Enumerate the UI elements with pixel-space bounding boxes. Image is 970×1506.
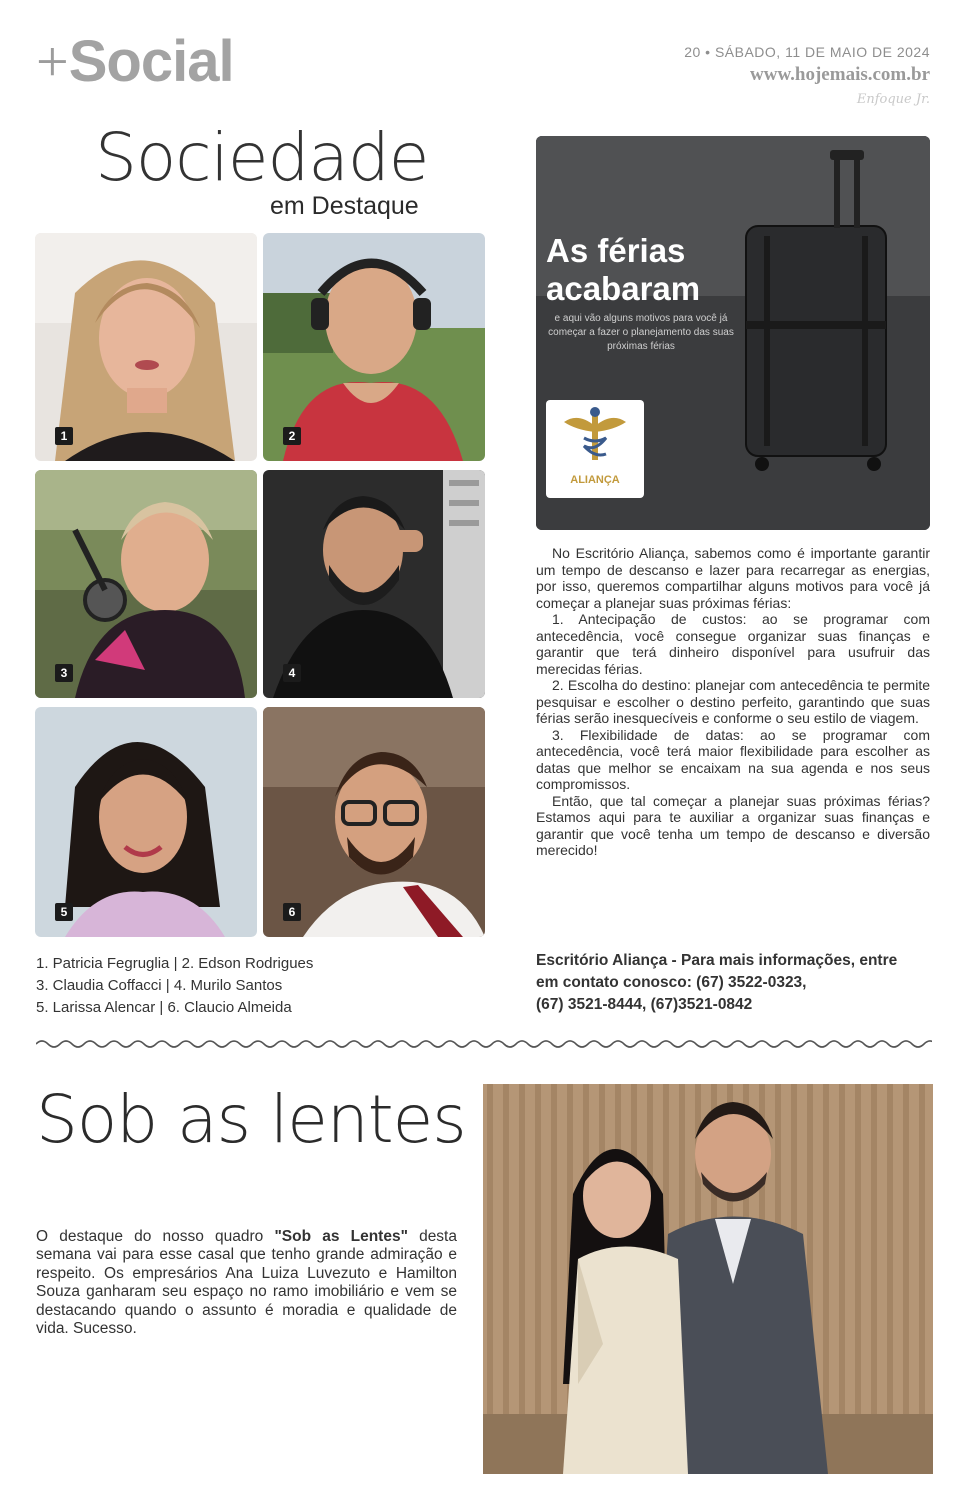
ad-title-line: acabaram — [546, 270, 701, 307]
photo-2[interactable] — [263, 233, 485, 461]
photo-5[interactable] — [35, 707, 257, 937]
photo-4[interactable] — [263, 470, 485, 698]
photo-captions — [36, 953, 313, 1019]
photo-1-number: 1 — [55, 427, 73, 445]
article-paragraph: 3. Flexibilidade de datas: ao se programar com antecedência, você terá maior flexibilidade para escolher as datas que melhor se encaixam na sua agenda e nos seus compromissos. — [536, 726, 930, 792]
contact-line: Escritório Aliança - Para mais informações, entre — [536, 952, 898, 969]
brand-plus: + — [36, 29, 69, 94]
section-brand — [36, 30, 234, 94]
lentes-text-intro: O destaque do nosso quadro — [36, 1228, 275, 1245]
photo-4-number: 4 — [283, 664, 301, 682]
lentes-text-bold: "Sob as Lentes" — [274, 1228, 408, 1245]
page-dateline: 20 • SÁBADO, 11 DE MAIO DE 2024 — [684, 44, 930, 60]
alianca-article — [536, 545, 930, 859]
photo-3[interactable] — [35, 470, 257, 698]
article-paragraph: Então, que tal começar a planejar suas próximas férias? Estamos aqui para te auxiliar a organizar suas finanças e garantir que você tenha um tempo de descanso e diversão merecido! — [536, 792, 930, 858]
couple-photo-image — [483, 1084, 933, 1474]
lentes-title: Sob as lentes — [36, 1081, 466, 1158]
caption-line: 5. Larissa Alencar | 6. Claucio Almeida — [36, 999, 292, 1016]
sociedade-subtitle: em Destaque — [270, 192, 419, 220]
alianca-logo-name: ALIANÇA — [570, 474, 620, 486]
ad-title — [546, 232, 700, 308]
article-paragraph: No Escritório Aliança, sabemos como é importante garantir um tempo de descanso e lazer para recarregar as energias, por isso, queremos compartilhar alguns motivos para você já começar a planejar suas próximas férias: — [536, 545, 930, 611]
photo-1[interactable] — [35, 233, 257, 461]
article-paragraph: 2. Escolha do destino: planejar com antecedência te permite pesquisar e escolher o destino perfeito, garantindo que suas férias serão inesquecíveis e conforme o seu estilo de viagem. — [536, 677, 930, 726]
photo-6[interactable] — [263, 707, 485, 937]
couple-photo[interactable] — [483, 1084, 933, 1474]
sociedade-title: Sociedade — [95, 119, 429, 196]
caduceus-icon — [546, 400, 644, 470]
photo-3-number: 3 — [55, 664, 73, 682]
brand-word: Social — [68, 29, 234, 94]
alianca-logo — [546, 400, 644, 498]
photo-2-number: 2 — [283, 427, 301, 445]
lentes-text — [36, 1228, 457, 1338]
contact-line: em contato conosco: (67) 3522-0323, — [536, 974, 807, 991]
caption-line: 1. Patricia Fegruglia | 2. Edson Rodrigues — [36, 955, 314, 972]
ad-title-line: As férias — [546, 232, 686, 269]
lentes-text-body: desta semana vai para esse casal que tenho grande admiração e respeito. Os empresários Ana Luiza Luvezuto e Hamilton Souza ganharam seu espaço no ramo imobiliário e vem se destacando quando o assunto é moradia e qualidade de vida. Sucesso. — [36, 1228, 457, 1338]
photo-5-number: 5 — [55, 903, 73, 921]
contact-info — [536, 950, 936, 1016]
author-signature: Enfoque Jr. — [856, 92, 930, 107]
website-link[interactable]: www.hojemais.com.br — [750, 64, 930, 85]
wave-divider — [36, 1038, 932, 1050]
contact-line: (67) 3521-8444, (67)3521-0842 — [536, 996, 753, 1013]
article-paragraph: 1. Antecipação de custos: ao se programar com antecedência, você consegue organizar suas finanças e garantir que terá dinheiro disponível para usufruir das merecidas férias. — [536, 611, 930, 677]
photo-6-number: 6 — [283, 903, 301, 921]
caption-line: 3. Claudia Coffacci | 4. Murilo Santos — [36, 977, 283, 994]
ad-text: e aqui vão alguns motivos para você já começar a fazer o planejamento das suas próximas férias — [548, 313, 734, 352]
